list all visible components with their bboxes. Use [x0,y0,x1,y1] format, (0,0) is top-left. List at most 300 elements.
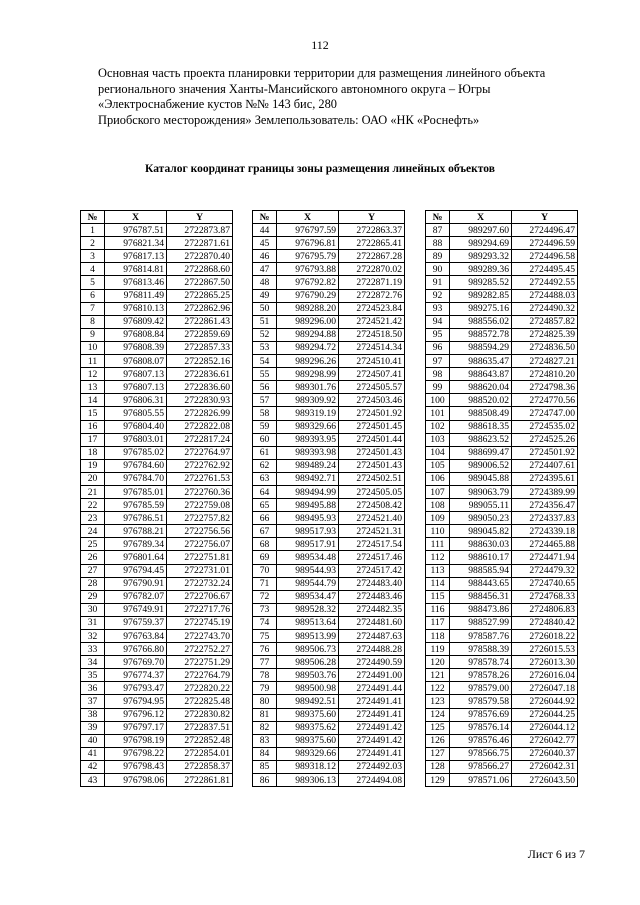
x-coordinate-cell: 989513.99 [277,630,339,643]
y-coordinate-cell: 2726040.37 [512,747,578,760]
point-number-cell: 64 [253,485,277,498]
table-row [253,472,405,485]
y-coordinate-cell: 2726044.25 [512,708,578,721]
x-coordinate-cell: 988618.35 [450,420,512,433]
x-coordinate-cell: 989297.60 [450,224,512,237]
table-row [426,656,578,669]
y-coordinate-cell: 2724740.65 [512,577,578,590]
table-row [81,590,233,603]
point-number-cell: 109 [426,512,450,525]
table-row [253,603,405,616]
point-number-cell: 49 [253,289,277,302]
point-number-cell: 99 [426,381,450,394]
x-coordinate-cell: 976810.13 [105,302,167,315]
x-coordinate-cell: 988610.17 [450,551,512,564]
point-number-cell: 21 [81,485,105,498]
table-row [81,420,233,433]
table-row [426,237,578,250]
table-row [426,381,578,394]
x-coordinate-cell: 989375.62 [277,721,339,734]
document-header [98,66,598,128]
y-coordinate-cell: 2724501.45 [339,420,405,433]
point-number-cell: 48 [253,276,277,289]
y-coordinate-cell: 2724825.39 [512,328,578,341]
table-row [81,315,233,328]
y-coordinate-cell: 2724491.42 [339,734,405,747]
y-coordinate-cell: 2724337.83 [512,512,578,525]
coordinates-table-1 [80,210,233,787]
y-coordinate-cell: 2724502.51 [339,472,405,485]
point-number-cell: 29 [81,590,105,603]
table-row [426,708,578,721]
point-number-cell: 35 [81,669,105,682]
x-coordinate-cell: 989494.99 [277,485,339,498]
point-number-cell: 63 [253,472,277,485]
point-number-cell: 73 [253,603,277,616]
y-coordinate-cell: 2724491.41 [339,695,405,708]
y-coordinate-cell: 2724517.46 [339,551,405,564]
point-number-cell: 75 [253,630,277,643]
point-number-cell: 8 [81,315,105,328]
point-number-cell: 43 [81,774,105,787]
point-number-cell: 42 [81,760,105,773]
x-coordinate-cell: 989393.95 [277,433,339,446]
y-coordinate-cell: 2724501.44 [339,433,405,446]
point-number-cell: 115 [426,590,450,603]
y-coordinate-cell: 2726018.22 [512,630,578,643]
point-number-cell: 51 [253,315,277,328]
table-row [426,472,578,485]
x-coordinate-cell: 976801.64 [105,551,167,564]
x-coordinate-cell: 989506.28 [277,656,339,669]
y-coordinate-cell: 2724770.56 [512,394,578,407]
x-coordinate-cell: 976787.51 [105,224,167,237]
table-row [81,237,233,250]
y-coordinate-cell: 2722756.56 [167,525,233,538]
table-row [426,485,578,498]
column-header-x: X [450,211,512,224]
table-row [426,643,578,656]
y-coordinate-cell: 2726042.77 [512,734,578,747]
y-coordinate-cell: 2722820.22 [167,682,233,695]
x-coordinate-cell: 976784.60 [105,459,167,472]
point-number-cell: 62 [253,459,277,472]
x-coordinate-cell: 989513.64 [277,616,339,629]
y-coordinate-cell: 2724491.41 [339,747,405,760]
y-coordinate-cell: 2724535.02 [512,420,578,433]
y-coordinate-cell: 2722861.43 [167,315,233,328]
y-coordinate-cell: 2722870.02 [339,263,405,276]
x-coordinate-cell: 989329.66 [277,747,339,760]
point-number-cell: 14 [81,394,105,407]
point-number-cell: 59 [253,420,277,433]
table-row [253,656,405,669]
y-coordinate-cell: 2722871.61 [167,237,233,250]
point-number-cell: 127 [426,747,450,760]
point-number-cell: 103 [426,433,450,446]
point-number-cell: 39 [81,721,105,734]
point-number-cell: 85 [253,760,277,773]
table-row [81,577,233,590]
x-coordinate-cell: 976794.95 [105,695,167,708]
x-coordinate-cell: 988623.52 [450,433,512,446]
table-row [81,407,233,420]
x-coordinate-cell: 989393.98 [277,446,339,459]
x-coordinate-cell: 978578.26 [450,669,512,682]
y-coordinate-cell: 2724491.44 [339,682,405,695]
point-number-cell: 37 [81,695,105,708]
table-row [81,433,233,446]
point-number-cell: 119 [426,643,450,656]
y-coordinate-cell: 2724490.59 [339,656,405,669]
y-coordinate-cell: 2722857.33 [167,341,233,354]
point-number-cell: 18 [81,446,105,459]
x-coordinate-cell: 988620.04 [450,381,512,394]
table-row [426,525,578,538]
x-coordinate-cell: 989285.52 [450,276,512,289]
y-coordinate-cell: 2724525.26 [512,433,578,446]
y-coordinate-cell: 2724491.42 [339,721,405,734]
point-number-cell: 12 [81,368,105,381]
point-number-cell: 96 [426,341,450,354]
x-coordinate-cell: 988630.03 [450,538,512,551]
y-coordinate-cell: 2722830.93 [167,394,233,407]
point-number-cell: 66 [253,512,277,525]
table-row [426,551,578,564]
y-coordinate-cell: 2722822.08 [167,420,233,433]
point-number-cell: 110 [426,525,450,538]
point-number-cell: 105 [426,459,450,472]
x-coordinate-cell: 989495.93 [277,512,339,525]
x-coordinate-cell: 976774.37 [105,669,167,682]
table-row [253,695,405,708]
table-row [253,577,405,590]
column-header-number: № [253,211,277,224]
point-number-cell: 9 [81,328,105,341]
table-row [253,459,405,472]
table-row [81,485,233,498]
table-row [426,355,578,368]
table-row [426,224,578,237]
point-number-cell: 58 [253,407,277,420]
x-coordinate-cell: 978576.14 [450,721,512,734]
y-coordinate-cell: 2724840.42 [512,616,578,629]
header-line: регионального значения Ханты-Мансийского автономного округа – Югры [98,81,491,96]
x-coordinate-cell: 976808.84 [105,328,167,341]
y-coordinate-cell: 2722706.67 [167,590,233,603]
point-number-cell: 104 [426,446,450,459]
point-number-cell: 13 [81,381,105,394]
x-coordinate-cell: 976790.91 [105,577,167,590]
table-row [81,551,233,564]
y-coordinate-cell: 2724514.34 [339,341,405,354]
y-coordinate-cell: 2724471.94 [512,551,578,564]
x-coordinate-cell: 978576.46 [450,734,512,747]
point-number-cell: 78 [253,669,277,682]
x-coordinate-cell: 989375.60 [277,734,339,747]
point-number-cell: 107 [426,485,450,498]
column-header-y: Y [167,211,233,224]
y-coordinate-cell: 2724521.40 [339,512,405,525]
y-coordinate-cell: 2722868.60 [167,263,233,276]
y-coordinate-cell: 2724501.43 [339,459,405,472]
y-coordinate-cell: 2722836.61 [167,368,233,381]
table-row [81,250,233,263]
y-coordinate-cell: 2722760.36 [167,485,233,498]
table-row [253,394,405,407]
point-number-cell: 23 [81,512,105,525]
point-number-cell: 111 [426,538,450,551]
point-number-cell: 89 [426,250,450,263]
x-coordinate-cell: 989517.93 [277,525,339,538]
point-number-cell: 93 [426,302,450,315]
table-row [253,276,405,289]
x-coordinate-cell: 989294.69 [450,237,512,250]
y-coordinate-cell: 2724491.41 [339,708,405,721]
point-number-cell: 86 [253,774,277,787]
y-coordinate-cell: 2726043.50 [512,774,578,787]
y-coordinate-cell: 2724521.42 [339,315,405,328]
x-coordinate-cell: 976814.81 [105,263,167,276]
point-number-cell: 53 [253,341,277,354]
table-row [253,512,405,525]
point-number-cell: 32 [81,630,105,643]
y-coordinate-cell: 2724491.00 [339,669,405,682]
y-coordinate-cell: 2722756.07 [167,538,233,551]
point-number-cell: 55 [253,368,277,381]
point-number-cell: 3 [81,250,105,263]
point-number-cell: 2 [81,237,105,250]
table-row [426,328,578,341]
x-coordinate-cell: 976811.49 [105,289,167,302]
point-number-cell: 117 [426,616,450,629]
x-coordinate-cell: 989329.66 [277,420,339,433]
x-coordinate-cell: 989288.20 [277,302,339,315]
x-coordinate-cell: 976808.39 [105,341,167,354]
table-row [426,682,578,695]
x-coordinate-cell: 988572.78 [450,328,512,341]
point-number-cell: 27 [81,564,105,577]
table-row [81,747,233,760]
table-row [81,394,233,407]
column-header-number: № [81,211,105,224]
x-coordinate-cell: 989294.72 [277,341,339,354]
point-number-cell: 113 [426,564,450,577]
x-coordinate-cell: 989063.79 [450,485,512,498]
x-coordinate-cell: 988443.65 [450,577,512,590]
x-coordinate-cell: 976797.17 [105,721,167,734]
point-number-cell: 83 [253,734,277,747]
table-row [81,708,233,721]
point-number-cell: 129 [426,774,450,787]
x-coordinate-cell: 976763.84 [105,630,167,643]
table-row [253,381,405,394]
table-header-row [253,211,405,224]
point-number-cell: 97 [426,355,450,368]
point-number-cell: 30 [81,603,105,616]
y-coordinate-cell: 2722731.01 [167,564,233,577]
x-coordinate-cell: 976809.42 [105,315,167,328]
y-coordinate-cell: 2724356.47 [512,499,578,512]
y-coordinate-cell: 2722830.82 [167,708,233,721]
table-row [81,302,233,315]
x-coordinate-cell: 976817.13 [105,250,167,263]
table-row [253,643,405,656]
table-row [253,250,405,263]
point-number-cell: 70 [253,564,277,577]
table-row [81,669,233,682]
table-row [253,263,405,276]
y-coordinate-cell: 2724496.47 [512,224,578,237]
point-number-cell: 67 [253,525,277,538]
point-number-cell: 122 [426,682,450,695]
point-number-cell: 74 [253,616,277,629]
y-coordinate-cell: 2724339.18 [512,525,578,538]
x-coordinate-cell: 978566.75 [450,747,512,760]
x-coordinate-cell: 976766.80 [105,643,167,656]
x-coordinate-cell: 988508.49 [450,407,512,420]
table-row [81,656,233,669]
point-number-cell: 57 [253,394,277,407]
table-row [253,747,405,760]
table-row [426,420,578,433]
y-coordinate-cell: 2724508.42 [339,499,405,512]
x-coordinate-cell: 989045.88 [450,472,512,485]
table-row [81,760,233,773]
point-number-cell: 25 [81,538,105,551]
y-coordinate-cell: 2722751.29 [167,656,233,669]
table-row [426,630,578,643]
table-row [426,538,578,551]
point-number-cell: 79 [253,682,277,695]
y-coordinate-cell: 2724810.20 [512,368,578,381]
table-row [81,682,233,695]
point-number-cell: 114 [426,577,450,590]
y-coordinate-cell: 2724523.84 [339,302,405,315]
y-coordinate-cell: 2724507.41 [339,368,405,381]
point-number-cell: 54 [253,355,277,368]
table-row [426,721,578,734]
x-coordinate-cell: 976803.01 [105,433,167,446]
y-coordinate-cell: 2724503.46 [339,394,405,407]
point-number-cell: 38 [81,708,105,721]
y-coordinate-cell: 2722764.97 [167,446,233,459]
x-coordinate-cell: 976769.70 [105,656,167,669]
y-coordinate-cell: 2724389.99 [512,485,578,498]
point-number-cell: 80 [253,695,277,708]
y-coordinate-cell: 2724487.63 [339,630,405,643]
point-number-cell: 40 [81,734,105,747]
x-coordinate-cell: 978587.76 [450,630,512,643]
table-row [426,302,578,315]
table-row [253,420,405,433]
y-coordinate-cell: 2722861.81 [167,774,233,787]
x-coordinate-cell: 989045.82 [450,525,512,538]
x-coordinate-cell: 978576.69 [450,708,512,721]
x-coordinate-cell: 976796.81 [277,237,339,250]
y-coordinate-cell: 2726016.04 [512,669,578,682]
point-number-cell: 125 [426,721,450,734]
point-number-cell: 20 [81,472,105,485]
point-number-cell: 56 [253,381,277,394]
table-row [81,499,233,512]
x-coordinate-cell: 976784.70 [105,472,167,485]
table-row [426,250,578,263]
point-number-cell: 28 [81,577,105,590]
x-coordinate-cell: 989534.47 [277,590,339,603]
point-number-cell: 24 [81,525,105,538]
table-row [253,564,405,577]
y-coordinate-cell: 2726013.30 [512,656,578,669]
y-coordinate-cell: 2726047.18 [512,682,578,695]
header-line: Приобского месторождения» Землепользователь: ОАО «НК «Роснефть» [98,112,480,127]
y-coordinate-cell: 2726044.12 [512,721,578,734]
x-coordinate-cell: 976807.13 [105,368,167,381]
y-coordinate-cell: 2724517.42 [339,564,405,577]
table-row [81,734,233,747]
y-coordinate-cell: 2722732.24 [167,577,233,590]
x-coordinate-cell: 976789.34 [105,538,167,551]
y-coordinate-cell: 2722837.51 [167,721,233,734]
x-coordinate-cell: 978588.39 [450,643,512,656]
x-coordinate-cell: 989301.76 [277,381,339,394]
table-row [253,708,405,721]
y-coordinate-cell: 2722825.48 [167,695,233,708]
x-coordinate-cell: 989006.52 [450,459,512,472]
y-coordinate-cell: 2724483.40 [339,577,405,590]
x-coordinate-cell: 989319.19 [277,407,339,420]
y-coordinate-cell: 2722764.79 [167,669,233,682]
x-coordinate-cell: 989296.00 [277,315,339,328]
y-coordinate-cell: 2726042.31 [512,760,578,773]
table-row [81,643,233,656]
table-row [253,224,405,237]
x-coordinate-cell: 988473.86 [450,603,512,616]
table-row [253,616,405,629]
y-coordinate-cell: 2724492.55 [512,276,578,289]
y-coordinate-cell: 2724857.82 [512,315,578,328]
point-number-cell: 92 [426,289,450,302]
table-row [81,472,233,485]
point-number-cell: 76 [253,643,277,656]
table-row [81,525,233,538]
x-coordinate-cell: 976808.07 [105,355,167,368]
y-coordinate-cell: 2724747.00 [512,407,578,420]
x-coordinate-cell: 976795.79 [277,250,339,263]
point-number-cell: 11 [81,355,105,368]
table-row [426,734,578,747]
point-number-cell: 72 [253,590,277,603]
table-row [426,368,578,381]
x-coordinate-cell: 988594.29 [450,341,512,354]
x-coordinate-cell: 978571.06 [450,774,512,787]
x-coordinate-cell: 989306.13 [277,774,339,787]
table-row [253,341,405,354]
x-coordinate-cell: 989050.23 [450,512,512,525]
point-number-cell: 46 [253,250,277,263]
table-row [81,355,233,368]
table-row [81,630,233,643]
y-coordinate-cell: 2722745.19 [167,616,233,629]
table-row [426,407,578,420]
x-coordinate-cell: 976785.59 [105,499,167,512]
y-coordinate-cell: 2724465.88 [512,538,578,551]
table-row [81,512,233,525]
table-row [253,433,405,446]
x-coordinate-cell: 989298.99 [277,368,339,381]
x-coordinate-cell: 988635.47 [450,355,512,368]
y-coordinate-cell: 2722862.96 [167,302,233,315]
